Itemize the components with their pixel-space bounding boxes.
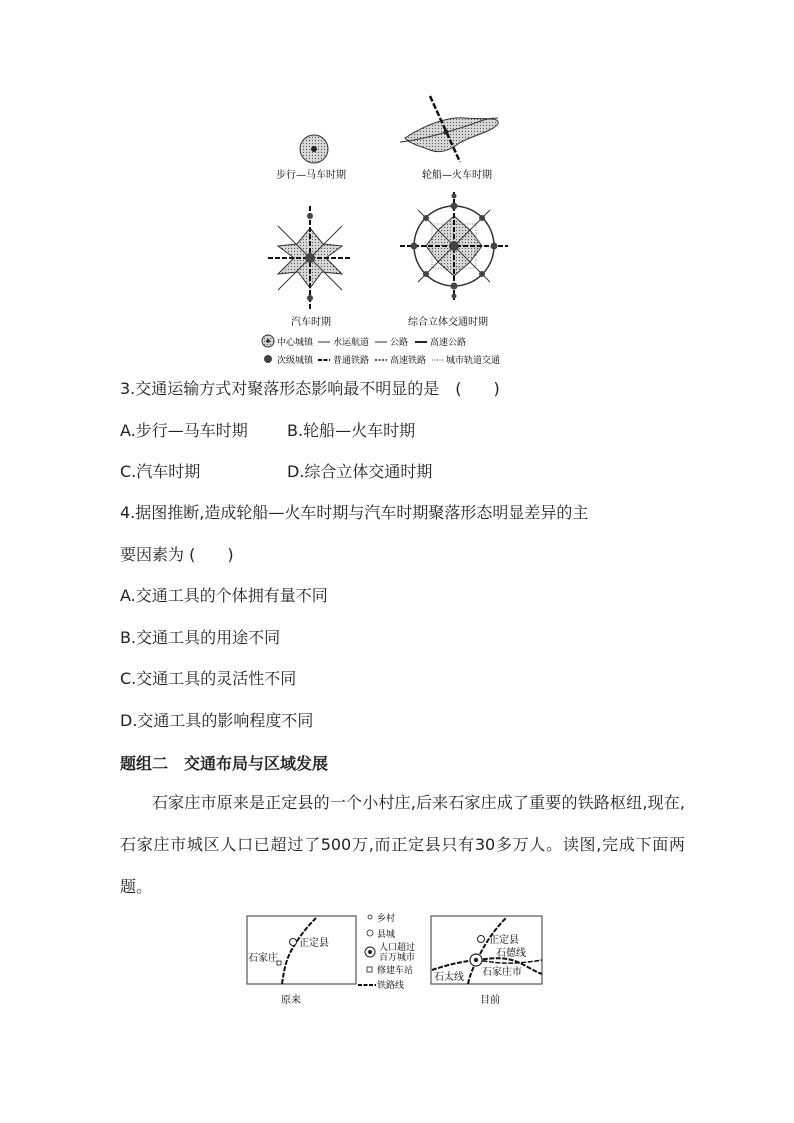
question-3-option-a[interactable]: A.步行—马车时期 (120, 421, 248, 440)
legend-urban-rail: 城市轨道交通 (446, 356, 501, 366)
legend-waterway: 水运航道 (333, 338, 370, 348)
legend-high-speed-rail: 高速铁路 (390, 356, 427, 366)
question-3-option-b[interactable]: B.轮船—火车时期 (287, 421, 416, 440)
map-present-caption: 目前 (480, 995, 500, 1006)
question-4-option-d[interactable]: D.交通工具的影响程度不同 (120, 711, 314, 730)
legend-new-station: 修建车站 (377, 966, 414, 976)
shijiazhuang-maps (244, 912, 544, 1012)
section-title: 题组二 交通布局与区域发展 (120, 754, 329, 773)
map-present-label-shitai-line: 石太线 (434, 972, 464, 983)
question-3-option-c[interactable]: C.汽车时期 (120, 462, 201, 481)
map-present-label-zhengding: 正定县 (489, 935, 519, 946)
legend-railway-line: 铁路线 (377, 981, 405, 991)
diagram-steamship-train (400, 96, 498, 162)
legend-village: 乡村 (377, 914, 396, 924)
legend-million-city-line1: 人口超过 (379, 943, 416, 953)
legend-county-town: 县城 (377, 930, 396, 940)
question-4-option-a[interactable]: A.交通工具的个体拥有量不同 (120, 586, 328, 605)
legend-secondary-town: 次级城镇 (277, 356, 314, 366)
legend-highway: 公路 (390, 338, 409, 348)
legend-expressway: 高速公路 (430, 338, 467, 348)
question-4-stem-line-2: 要因素为 ( ) (120, 545, 234, 564)
caption-steamship-train: 轮船—火车时期 (422, 170, 492, 181)
question-3-option-d[interactable]: D.综合立体交通时期 (287, 462, 433, 481)
map-original-label-shijiazhuang: 石家庄 (248, 953, 278, 964)
map-legend (358, 912, 415, 991)
map-present-label-shide-line: 石德线 (496, 948, 526, 959)
diagram-walking-carriage (300, 135, 328, 163)
diagram-integrated-transport (400, 192, 508, 300)
passage: 石家庄市原来是正定县的一个小村庄,后来石家庄成了重要的铁路枢纽,现在,石家庄市城区人口已超过了500万,而正定县只有30多万人。读图,完成下面两题。 (120, 793, 685, 896)
settlement-evolution-figure (260, 88, 550, 370)
map-present (431, 916, 542, 1006)
map-original-caption: 原来 (281, 995, 301, 1006)
question-4-option-c[interactable]: C.交通工具的灵活性不同 (120, 669, 297, 688)
map-present-label-shijiazhuang-city: 石家庄市 (482, 967, 522, 978)
question-4-option-b[interactable]: B.交通工具的用途不同 (120, 628, 281, 647)
diagram-automobile (268, 206, 352, 310)
legend-railway: 普通铁路 (333, 356, 370, 366)
shijiazhuang-maps-figure (244, 912, 544, 1012)
question-3-stem: 3.交通运输方式对聚落形态影响最不明显的是 ( ) (120, 379, 500, 398)
map-original-label-zhengding: 正定县 (299, 938, 329, 949)
caption-integrated-transport: 综合立体交通时期 (408, 317, 488, 328)
caption-walking-carriage: 步行—马车时期 (276, 170, 346, 181)
map-original (247, 916, 356, 1006)
question-4-stem-line-1: 4.据图推断,造成轮船—火车时期与汽车时期聚落形态明显差异的主 (120, 503, 589, 522)
legend-row-1 (262, 335, 466, 348)
legend-row-2 (264, 354, 500, 366)
caption-automobile: 汽车时期 (291, 317, 331, 328)
legend-central-town: 中心城镇 (277, 338, 314, 348)
settlement-diagrams (260, 88, 550, 370)
legend-million-city-line2: 百万城市 (379, 953, 416, 963)
